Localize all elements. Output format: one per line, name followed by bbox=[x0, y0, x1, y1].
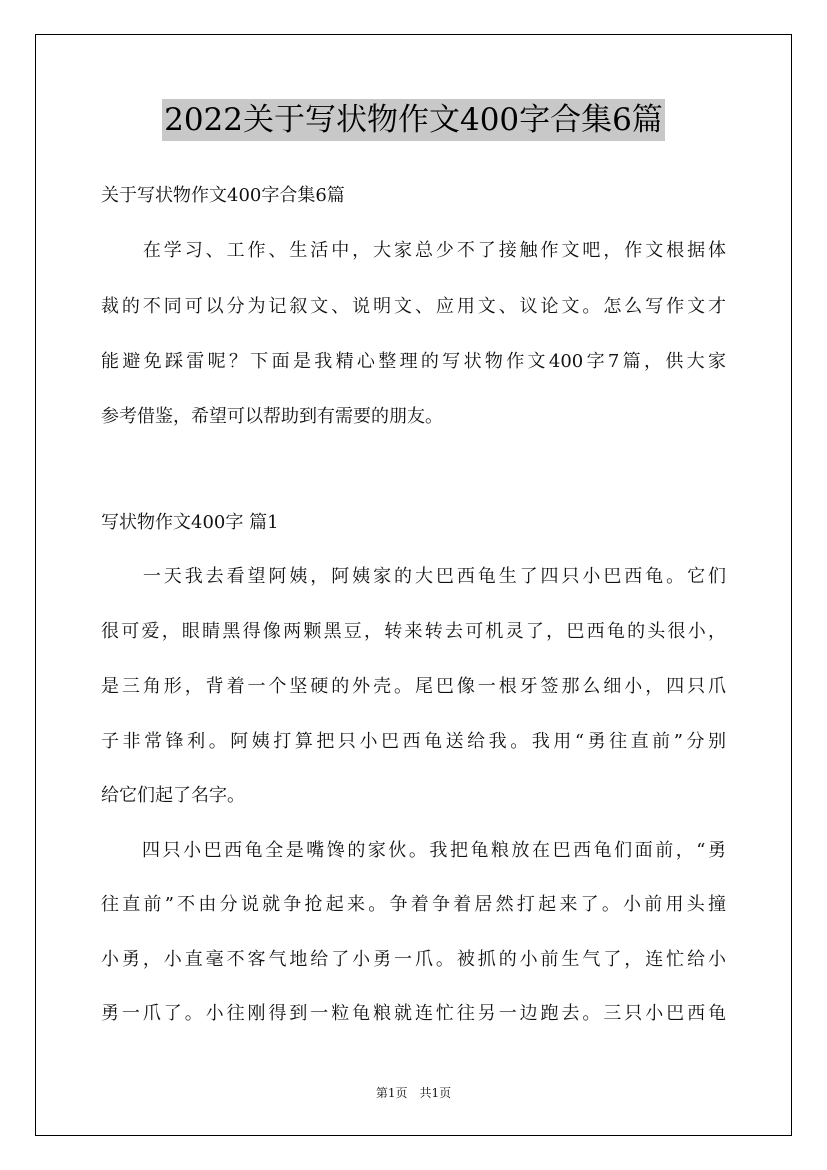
intro-line: 能避免踩雷呢？下面是我精心整理的写状物作文400字7篇，供大家 bbox=[101, 351, 726, 372]
paragraph-line: 一天我去看望阿姨，阿姨家的大巴西龟生了四只小巴西龟。它们 bbox=[101, 566, 726, 587]
intro-line: 在学习、工作、生活中，大家总少不了接触作文吧，作文根据体 bbox=[101, 240, 726, 261]
intro-line: 参考借鉴，希望可以帮助到有需要的朋友。 bbox=[101, 406, 443, 427]
paragraph-line: 给它们起了名字。 bbox=[101, 785, 245, 806]
paragraph-line: 勇一爪了。小往刚得到一粒龟粮就连忙往另一边跑去。三只小巴西龟 bbox=[101, 1003, 726, 1024]
page-footer bbox=[0, 1084, 827, 1101]
title-container bbox=[0, 99, 827, 141]
paragraph-line: 往直前”不由分说就争抢起来。争着争着居然打起来了。小前用头撞 bbox=[101, 894, 726, 915]
paragraph-line: 子非常锋利。阿姨打算把只小巴西龟送给我。我用“勇往直前”分别 bbox=[101, 731, 726, 752]
paragraph-line: 是三角形，背着一个坚硬的外壳。尾巴像一根牙签那么细小，四只爪 bbox=[101, 676, 726, 697]
section-heading: 写状物作文400字 篇1 bbox=[101, 512, 279, 533]
paragraph-line: 小勇，小直毫不客气地给了小勇一爪。被抓的小前生气了，连忙给小 bbox=[101, 949, 726, 970]
document-subtitle: 关于写状物作文400字合集6篇 bbox=[101, 185, 345, 206]
document-title: 2022关于写状物作文400字合集6篇 bbox=[162, 99, 665, 141]
paragraph-line: 四只小巴西龟全是嘴馋的家伙。我把龟粮放在巴西龟们面前，“勇 bbox=[101, 840, 726, 861]
intro-line: 裁的不同可以分为记叙文、说明文、应用文、议论文。怎么写作文才 bbox=[101, 296, 726, 317]
page-number: 第1页 共1页 bbox=[375, 1086, 452, 1100]
paragraph-line: 很可爱，眼睛黑得像两颗黑豆，转来转去可机灵了，巴西龟的头很小， bbox=[101, 621, 726, 642]
